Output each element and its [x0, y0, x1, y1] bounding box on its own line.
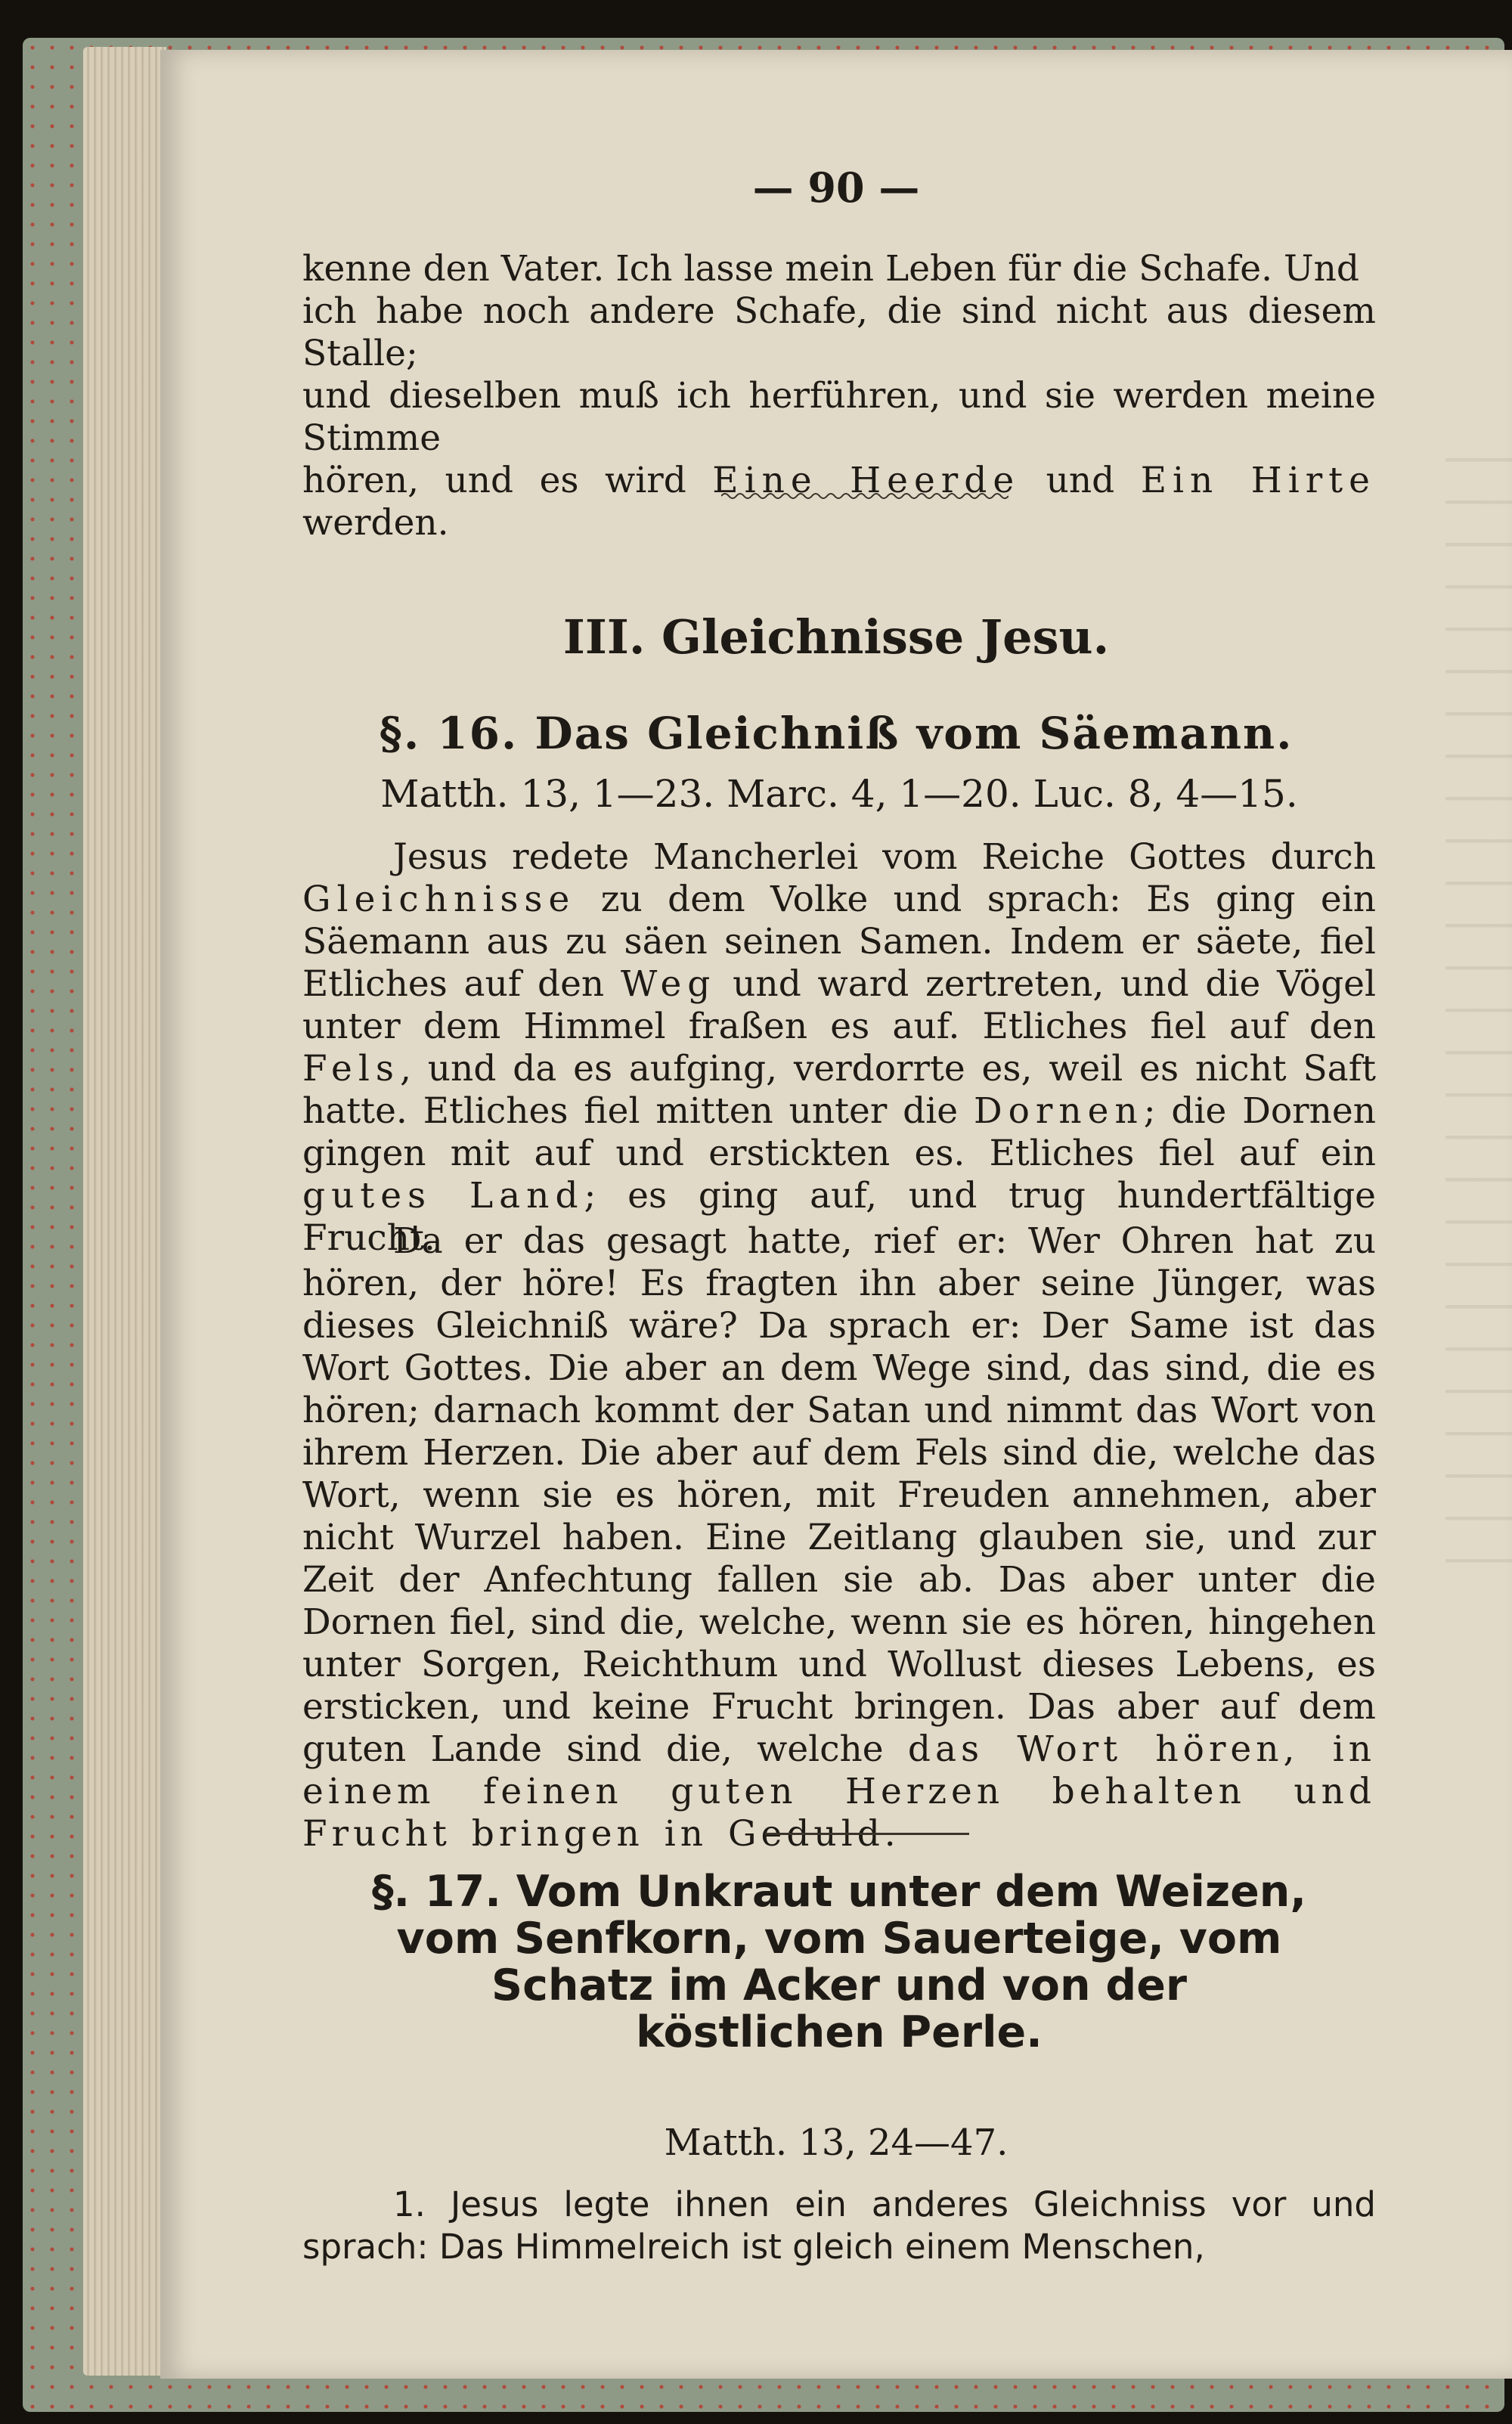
section-16-paragraph-2: Da er das gesagt hatte, rief er: Wer Ohren hat zu hören, der höre! Es fragten ihn aber seine Jünger, was dieses Gleichniß wäre? Da sprach er: Der Same ist das Wort Gottes. Die aber an dem Wege sind, das sind, die es hören; darnach kommt der Satan und nimmt das Wort von ihrem Herzen. Die aber auf dem Fels sind die, welche das Wort, wenn sie es hören, mit Freuden annehmen, aber nicht Wurzel haben. Eine Zeitlang glauben sie, und zur Zeit der Anfechtung fallen sie ab. Das aber unter die Dornen fiel, sind die, welche, wenn sie es hören, hingehen unter Sorgen, Reichthum und Wollust dieses Lebens, es ersticken, und keine Frucht bringen. Das aber auf dem guten Lande sind die, welche das Wort hören, in einem feinen guten Herzen behalten und Frucht bringen in Geduld. [302, 1220, 1376, 1855]
text-segment: ; die Dornen gingen mit auf und erstickten es. Etliches fiel auf ein [302, 1090, 1376, 1174]
page-edges [83, 47, 166, 2376]
spaced-emphasis: Fels [302, 1048, 401, 1090]
section-17-reference: Matth. 13, 24—47. [664, 2122, 1009, 2164]
spaced-emphasis: Gleichnisse [302, 879, 576, 920]
spaced-emphasis: Weg [620, 963, 717, 1005]
spaced-emphasis: Dornen [973, 1090, 1144, 1132]
text-segment: und ward zertreten, und die Vögel unter dem Himmel fraßen es auf. Etliches fiel auf den [302, 963, 1376, 1047]
text-segment: ; es ging auf, und trug hundertfältige Frucht. [302, 1175, 1376, 1259]
chapter-title: III. Gleichnisse Jesu. [562, 609, 1110, 665]
text-segment: zu dem Volke und sprach: Es ging ein Säemann aus zu säen seinen Samen. Indem er säete, fiel Etliches auf den [302, 879, 1376, 1005]
spaced-emphasis: Eine Heerde [712, 460, 1021, 501]
text-segment: Jesus redete Mancherlei vom Reiche Gottes durch [393, 836, 1376, 878]
text-line: ich habe noch andere Schafe, die sind nicht aus diesem Stalle; [302, 290, 1376, 374]
text-line: kenne den Vater. Ich lasse mein Leben für die Schafe. Und [302, 248, 1359, 290]
spaced-emphasis: das Wort hören, in einem feinen guten Herzen behalten und Frucht bringen in Geduld. [302, 1728, 1376, 1855]
section-16-paragraph-1 [302, 836, 1376, 1260]
section-divider [765, 1833, 969, 1835]
section-16-title: §. 16. Das Gleichniß vom Säemann. [379, 708, 1294, 759]
book-page [160, 50, 1512, 2379]
section-16-reference: Matth. 13, 1—23. Marc. 4, 1—20. Luc. 8, 4—15. [380, 772, 1298, 816]
section-17-title: §. 17. Vom Unkraut unter dem Weizen, vom Senfkorn, vom Sauerteige, vom Schatz im Acker und von der köstlichen Perle. [371, 1867, 1307, 2057]
section-17-paragraph-1: 1. Jesus legte ihnen ein anderes Gleichniss vor und sprach: Das Himmelreich ist gleich einem Menschen, [302, 2184, 1376, 2267]
text-segment: , und da es aufging, verdorrte es, weil es nicht Saft hatte. Etliches fiel mitten unter die [302, 1048, 1376, 1132]
spaced-emphasis: Ein Hirte [1140, 460, 1376, 501]
page-number: — 90 — [752, 163, 920, 212]
text-line: hören, und es wird Eine Heerde und Ein Hirte werden. [302, 460, 1376, 544]
text-line: und dieselben muß ich herführen, und sie werden meine Stimme [302, 375, 1376, 459]
wavy-divider [721, 488, 1009, 504]
spaced-emphasis: gutes Land [302, 1175, 584, 1217]
